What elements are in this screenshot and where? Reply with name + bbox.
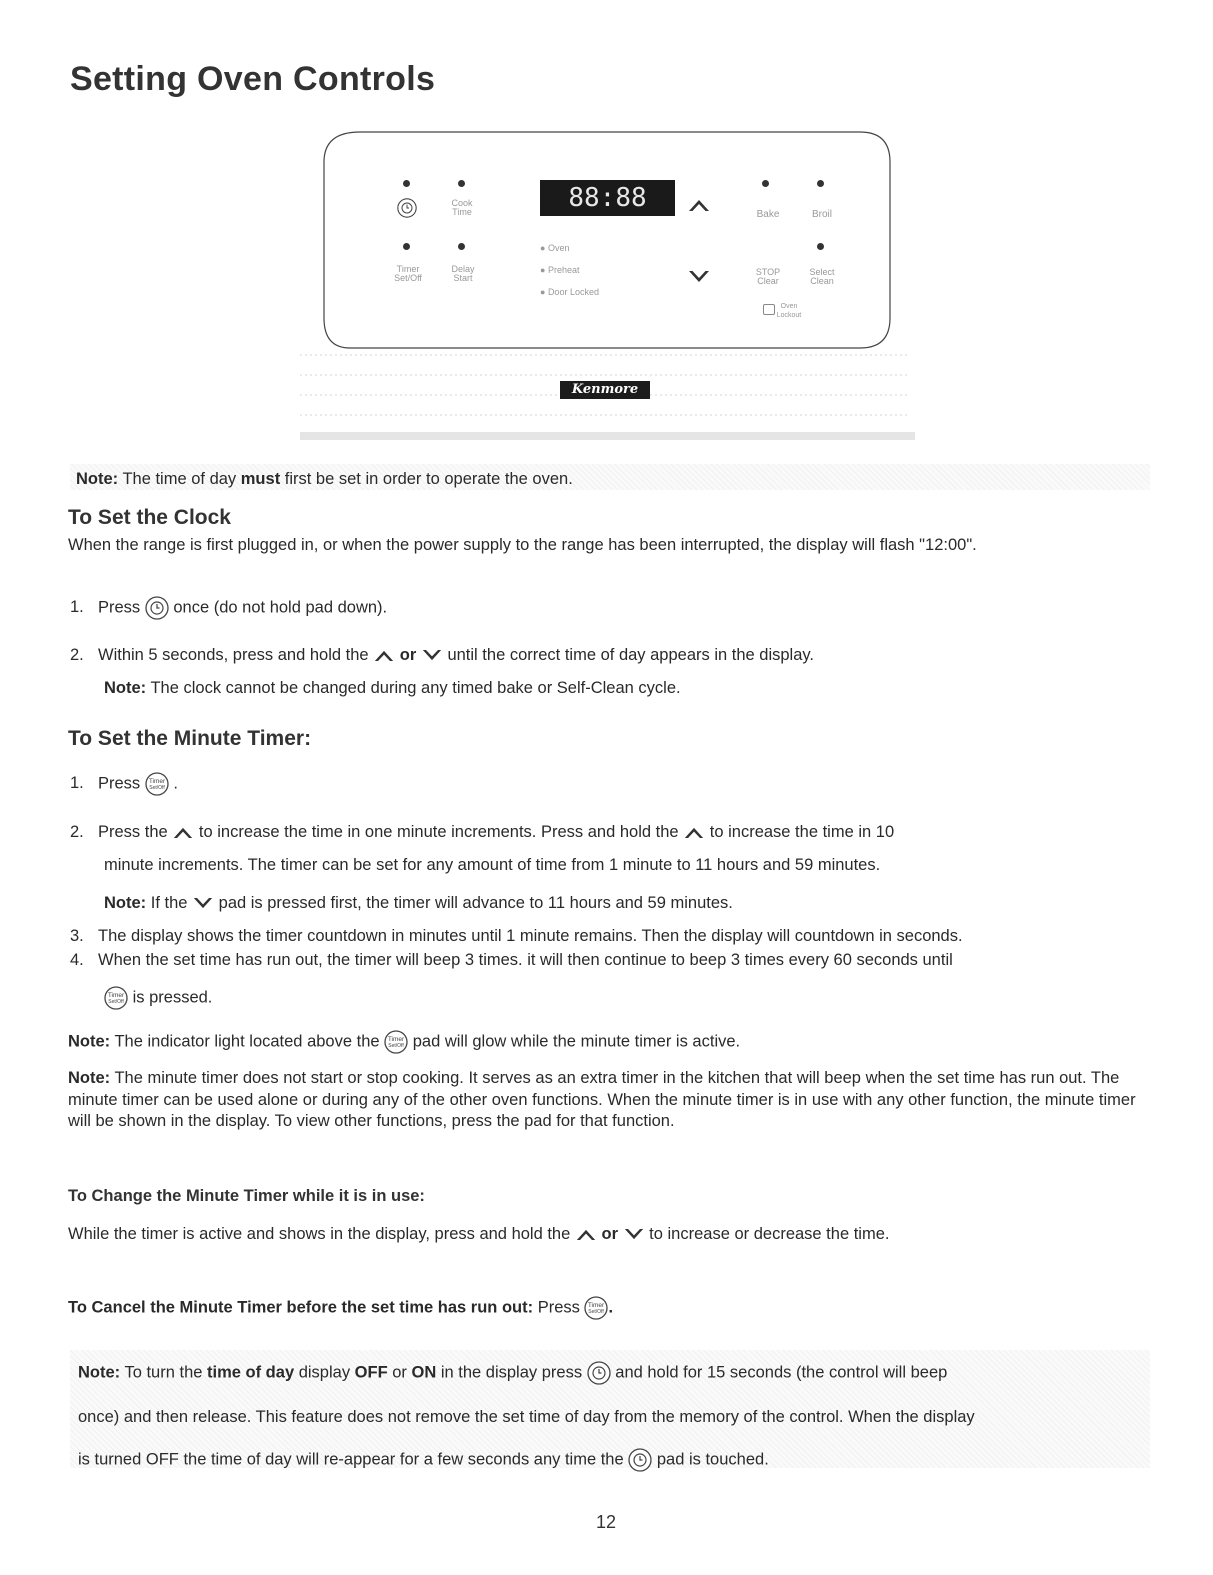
clock-icon — [145, 596, 169, 620]
timer-step-1: 1. Press . — [70, 772, 178, 796]
up-arrow-icon — [687, 198, 711, 212]
up-arrow-icon — [575, 1228, 597, 1241]
clock-icon — [587, 1361, 611, 1385]
oven-lockout-label: Oven Lockout — [776, 303, 802, 319]
cook-time-label: Cook Time — [451, 198, 473, 217]
timer-step-4: 4. When the set time has run out, the timer will beep 3 times. it will then continue to beep 3 times every 60 seconds until — [70, 951, 953, 969]
down-arrow-icon — [421, 649, 443, 662]
timer-step-4-line-2: is pressed. — [104, 986, 212, 1010]
select-clean-label: Select Clean — [809, 267, 835, 286]
clock-note: Note: The clock cannot be changed during any timed bake or Self-Clean cycle. — [104, 679, 681, 697]
timer-step-3: 3. The display shows the timer countdown in minutes until 1 minute remains. Then the display will countdown in seconds. — [70, 927, 963, 945]
indicator-preheat: ● Preheat — [540, 265, 580, 275]
cancel-line: To Cancel the Minute Timer before the set time has run out: Press . — [68, 1296, 613, 1320]
bottom-note-line-1: Note: To turn the time of day display OFF or ON in the display press and hold for 15 seconds (the control will beep — [78, 1361, 947, 1385]
timer-heading: To Set the Minute Timer: — [68, 727, 312, 750]
kenmore-logo: Kenmore — [560, 381, 650, 399]
page-number: 12 — [596, 1512, 617, 1532]
timer-step-2: 2. Press the to increase the time in one minute increments. Press and hold the to increase the time in 10 — [70, 823, 895, 841]
clock-heading: To Set the Clock — [68, 506, 231, 529]
timer-icon — [584, 1296, 608, 1320]
bake-label: Bake — [756, 209, 780, 220]
timer-note-2: Note: The indicator light located above the pad will glow while the minute timer is active. — [68, 1030, 740, 1054]
down-arrow-icon — [623, 1228, 645, 1241]
top-note: Note: The time of day must first be set in order to operate the oven. — [76, 470, 573, 488]
change-heading: To Change the Minute Timer while it is in use: — [68, 1187, 425, 1205]
clock-intro: When the range is first plugged in, or when the power supply to the range has been interrupted, the display will flash "12:00". — [68, 536, 977, 554]
timer-step-2-line-2: minute increments. The timer can be set for any amount of time from 1 minute to 11 hours and 59 minutes. — [104, 856, 881, 874]
timer-note-3: Note: The minute timer does not start or stop cooking. It serves as an extra timer in the kitchen that will beep when the set time has run out. The minute timer can be used alone or during any of the other oven functions. When the minute timer is in use with any other function, the minute timer will be shown in the display. To view other functions, press the pad for that function. — [68, 1069, 1136, 1130]
indicator-door-locked: ● Door Locked — [540, 287, 599, 297]
up-arrow-icon — [172, 826, 194, 839]
panel-display: 88:88 — [540, 180, 675, 216]
clock-step-1: 1. Press once (do not hold pad down). — [70, 596, 387, 620]
timer-icon — [104, 986, 128, 1010]
up-arrow-icon — [683, 826, 705, 839]
page-title: Setting Oven Controls — [70, 60, 436, 98]
indicator-oven: ● Oven — [540, 243, 570, 253]
timer-icon — [384, 1030, 408, 1054]
bottom-note-line-3: is turned OFF the time of day will re-appear for a few seconds any time the pad is touched. — [78, 1448, 769, 1472]
timer-label: Timer Set/Off — [394, 264, 422, 283]
clock-icon — [628, 1448, 652, 1472]
stop-clear-label: STOP Clear — [755, 267, 781, 286]
down-arrow-icon — [192, 897, 214, 910]
delay-label: Delay Start — [451, 264, 475, 283]
timer-note-1: Note: If the pad is pressed first, the timer will advance to 11 hours and 59 minutes. — [104, 894, 733, 912]
broil-label: Broil — [811, 209, 832, 220]
bottom-note-line-2: once) and then release. This feature does not remove the set time of day from the memory of the control. When the display — [78, 1408, 975, 1426]
change-text: While the timer is active and shows in the display, press and hold the or to increase or decrease the time. — [68, 1225, 890, 1243]
control-panel-illustration — [290, 110, 920, 445]
down-arrow-icon — [687, 270, 711, 284]
up-arrow-icon — [373, 649, 395, 662]
clock-icon — [397, 198, 417, 218]
clock-step-2: 2. Within 5 seconds, press and hold the or until the correct time of day appears in the display. — [70, 646, 815, 664]
timer-icon — [145, 772, 169, 796]
